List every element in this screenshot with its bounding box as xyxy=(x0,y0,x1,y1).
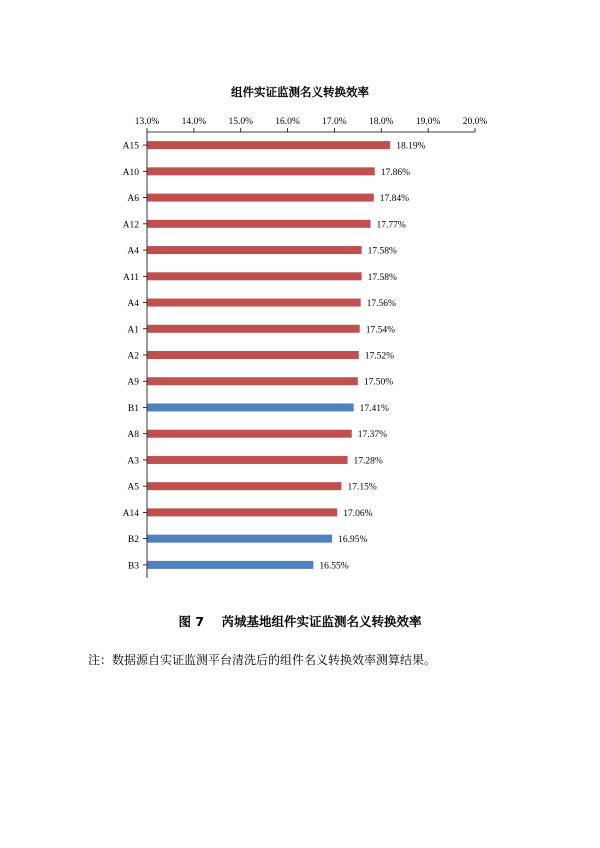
data-label: 17.50% xyxy=(363,377,394,388)
data-label: 17.52% xyxy=(364,351,395,362)
x-tick-label: 14.0% xyxy=(181,117,207,127)
category-label: A12 xyxy=(122,220,139,231)
category-label: A5 xyxy=(127,482,139,493)
data-label: 17.58% xyxy=(367,246,397,257)
bar-A15 xyxy=(148,141,391,149)
bar-B2 xyxy=(148,535,333,543)
category-label: A4 xyxy=(127,299,139,310)
data-label: 17.58% xyxy=(367,272,397,283)
bar-A9 xyxy=(148,377,358,385)
category-label: A1 xyxy=(127,325,139,336)
x-tick-label: 18.0% xyxy=(369,117,394,127)
bar-A12 xyxy=(148,220,371,228)
x-tick-label: 20.0% xyxy=(462,117,488,127)
bar-A4 xyxy=(148,246,362,254)
data-label: 17.86% xyxy=(380,167,411,178)
category-label: A8 xyxy=(127,430,139,441)
x-tick-label: 17.0% xyxy=(322,117,347,127)
data-label: 17.84% xyxy=(379,194,410,205)
bars xyxy=(148,141,426,571)
data-label: 17.77% xyxy=(376,220,406,231)
bar-B1 xyxy=(148,403,354,411)
category-label: B3 xyxy=(127,561,139,572)
bar-A5 xyxy=(148,482,342,490)
bar-A6 xyxy=(148,194,374,202)
data-label: 17.06% xyxy=(343,508,373,519)
bar-A1 xyxy=(148,325,360,333)
data-label: 17.54% xyxy=(365,325,396,336)
category-label: B1 xyxy=(127,403,139,414)
category-label: B2 xyxy=(127,535,139,546)
category-label: A11 xyxy=(122,272,139,283)
bar-A11 xyxy=(148,272,362,280)
category-label: A15 xyxy=(122,141,139,152)
bar-A3 xyxy=(148,456,348,464)
bar-A4 xyxy=(148,299,361,307)
bar-A10 xyxy=(148,167,375,175)
category-label: A6 xyxy=(127,194,139,205)
data-label: 17.15% xyxy=(347,482,377,493)
x-tick-label: 19.0% xyxy=(415,117,441,127)
x-tick-label: 13.0% xyxy=(134,117,160,127)
figure-caption: 图 7 芮城基地组件实证监测名义转换效率 xyxy=(178,614,422,629)
x-tick-label: 15.0% xyxy=(228,117,253,127)
data-label: 18.19% xyxy=(396,141,426,152)
bar-A8 xyxy=(148,430,352,438)
data-label: 17.41% xyxy=(359,403,389,414)
data-label: 16.55% xyxy=(319,561,349,572)
category-label: A2 xyxy=(127,351,139,362)
data-label: 16.95% xyxy=(338,535,368,546)
category-label: A10 xyxy=(122,167,139,178)
x-tick-label: 16.0% xyxy=(275,117,300,127)
data-label: 17.56% xyxy=(366,299,396,310)
figure-note: 注：数据源自实证监测平台清洗后的组件名义转换效率测算结果。 xyxy=(88,653,437,667)
category-label: A3 xyxy=(127,456,139,467)
chart-title: 组件实证监测名义转换效率 xyxy=(231,85,369,99)
category-label: A14 xyxy=(122,508,139,519)
data-label: 17.28% xyxy=(353,456,383,467)
category-label: A4 xyxy=(127,246,139,257)
bar-B3 xyxy=(148,561,314,569)
category-label: A9 xyxy=(127,377,139,388)
bar-A2 xyxy=(148,351,359,359)
bar-A14 xyxy=(148,508,338,516)
data-label: 17.37% xyxy=(357,430,388,441)
